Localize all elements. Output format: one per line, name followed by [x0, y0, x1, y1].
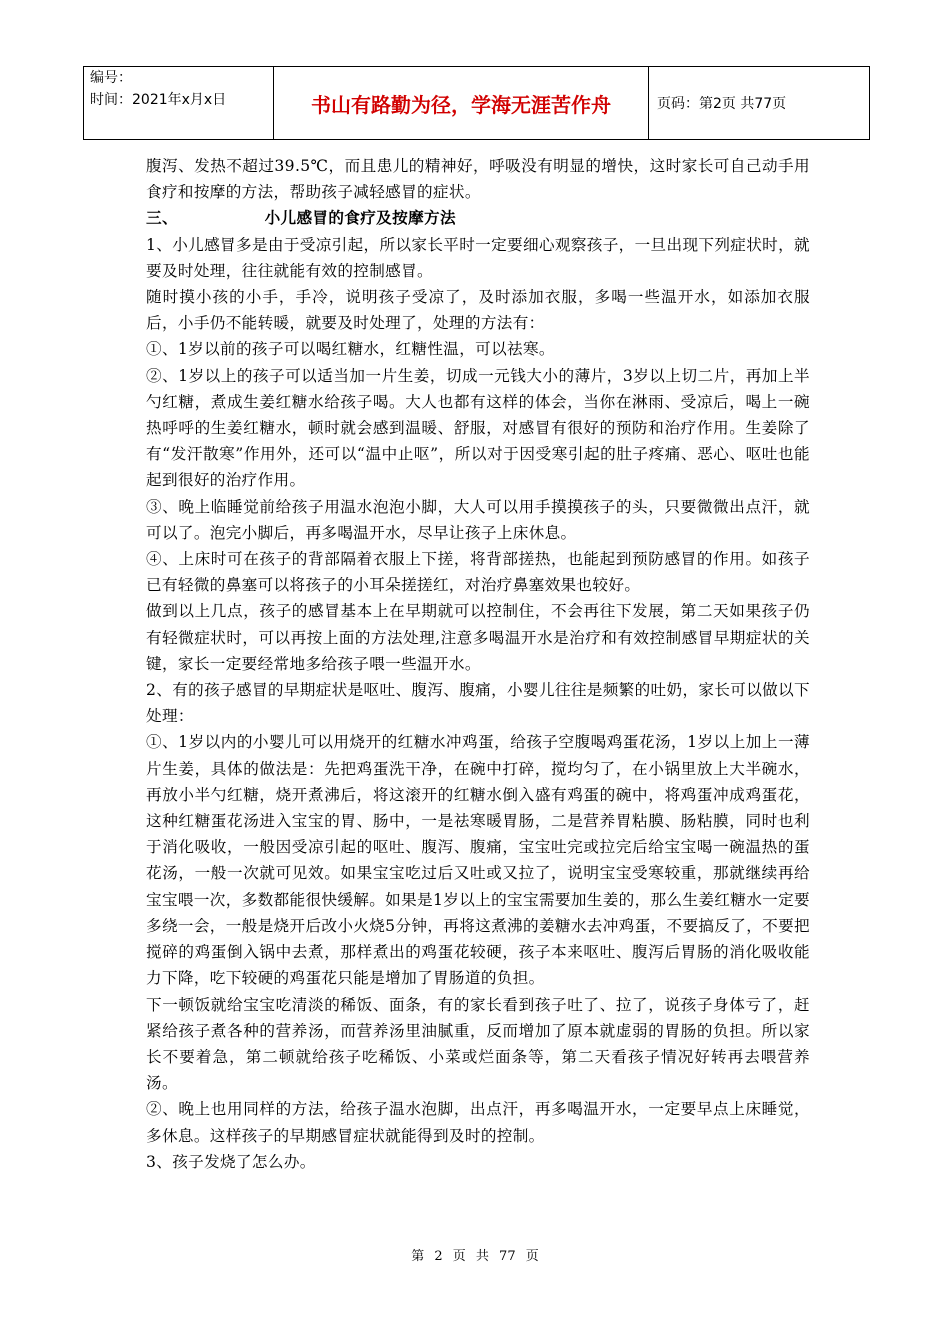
paragraph: ①、1岁以内的小婴儿可以用烧开的红糖水冲鸡蛋，给孩子空腹喝鸡蛋花汤，1岁以上加上一薄片生姜，具体的做法是：先把鸡蛋洗干净，在碗中打碎，搅均匀了，在小锅里放上大半碗水，再放小半勺红糖，烧开煮沸后，将这滚开的红糖水倒入盛有鸡蛋的碗中，将鸡蛋冲成鸡蛋花，这种红糖蛋花汤进入宝宝的胃、肠中，一是祛寒暖胃肠，二是营养胃粘膜、肠粘膜，同时也利于消化吸收，一般因受凉引起的呕吐、腹泻、腹痛，宝宝吐完或拉完后给宝宝喝一碗温热的蛋花汤，一般一次就可见效。如果宝宝吃过后又吐或又拉了，说明宝宝受寒较重，那就继续再给宝宝喂一次，多数都能很快缓解。如果是1岁以上的宝宝需要加生姜的，那么生姜红糖水一定要多绕一会，一般是烧开后改小火烧5分钟，再将这煮沸的姜糖水去冲鸡蛋，不要搞反了，不要把搅碎的鸡蛋倒入锅中去煮，那样煮出的鸡蛋花较硬，孩子本来呕吐、腹泻后胃肠的消化吸收能力下降，吃下较硬的鸡蛋花只能是增加了胃肠道的负担。 — [146, 733, 810, 988]
paragraph: 下一顿饭就给宝宝吃清淡的稀饭、面条，有的家长看到孩子吐了、拉了，说孩子身体亏了，赶紧给孩子煮各种的营养汤，而营养汤里油腻重，反而增加了原本就虚弱的胃肠的负担。所以家长不要着急，第二顿就给孩子吃稀饭、小菜或烂面条等，第二天看孩子情况好转再去喂营养汤。 — [146, 995, 810, 1093]
paragraph: ④、上床时可在孩子的背部隔着衣服上下搓，将背部搓热，也能起到预防感冒的作用。如孩子已有轻微的鼻塞可以将孩子的小耳朵搓搓红，对治疗鼻塞效果也较好。 — [146, 550, 810, 595]
paragraph: 做到以上几点，孩子的感冒基本上在早期就可以控制住，不会再往下发展，第二天如果孩子仍有轻微症状时，可以再按上面的方法处理,注意多喝温开水是治疗和有效控制感冒早期症状的关键，家长一定要经常地多给孩子喂一些温开水。 — [146, 602, 810, 673]
document-header — [83, 66, 870, 140]
paragraph: 腹泻、发热不超过39.5℃，而且患儿的精神好，呼吸没有明显的增快，这时家长可自己动手用食疗和按摩的方法，帮助孩子减轻感冒的症状。 — [146, 157, 810, 202]
paragraph: 3、孩子发烧了怎么办。 — [146, 1152, 316, 1171]
paragraph: ②、1岁以上的孩子可以适当加一片生姜，切成一元钱大小的薄片，3岁以上切二片，再加上半勺红糖，煮成生姜红糖水给孩子喝。大人也都有这样的体会，当你在淋雨、受凉后，喝上一碗热呼呼的生姜红糖水，顿时就会感到温暖、舒服，对感冒有很好的预防和治疗作用。生姜除了有“发汗散寒”作用外，还可以“温中止呕”，所以对于因受寒引起的肚子疼痛、恶心、呕吐也能起到很好的治疗作用。 — [146, 366, 810, 490]
paragraph: ③、晚上临睡觉前给孩子用温水泡泡小脚，大人可以用手摸摸孩子的头，只要微微出点汗，就可以了。泡完小脚后，再多喝温开水，尽早让孩子上床休息。 — [146, 497, 810, 542]
doc-number-label: 编号： — [90, 70, 132, 86]
paragraph: 1、小儿感冒多是由于受凉引起，所以家长平时一定要细心观察孩子，一旦出现下列症状时，就要及时处理，往往就能有效的控制感冒。 — [146, 235, 810, 280]
header-motto: 书山有路勤为径，学海无涯苦作舟 — [274, 67, 649, 140]
section-number: 三、 — [146, 208, 178, 228]
section-heading — [146, 205, 810, 231]
page-footer: 第 2 页 共 77 页 — [411, 1249, 539, 1264]
document-body — [146, 153, 810, 1175]
paragraph: ②、晚上也用同样的方法，给孩子温水泡脚，出点汗，再多喝温开水，一定要早点上床睡觉，多休息。这样孩子的早期感冒症状就能得到及时的控制。 — [146, 1100, 810, 1145]
header-page-label: 页码：第2页 共77页 — [649, 67, 870, 140]
time-label: 时间：2021年x月x日 — [90, 92, 227, 108]
paragraph: ①、1岁以前的孩子可以喝红糖水，红糖性温，可以祛寒。 — [146, 340, 555, 359]
paragraph: 2、有的孩子感冒的早期症状是呕吐、腹泻、腹痛，小婴儿往往是频繁的吐奶，家长可以做以下处理： — [146, 681, 810, 726]
header-meta-cell — [84, 67, 274, 140]
paragraph: 随时摸小孩的小手，手冷，说明孩子受凉了，及时添加衣服，多喝一些温开水，如添加衣服后，小手仍不能转暖，就要及时处理了，处理的方法有： — [146, 288, 810, 333]
section-title: 小儿感冒的食疗及按摩方法 — [264, 208, 456, 228]
